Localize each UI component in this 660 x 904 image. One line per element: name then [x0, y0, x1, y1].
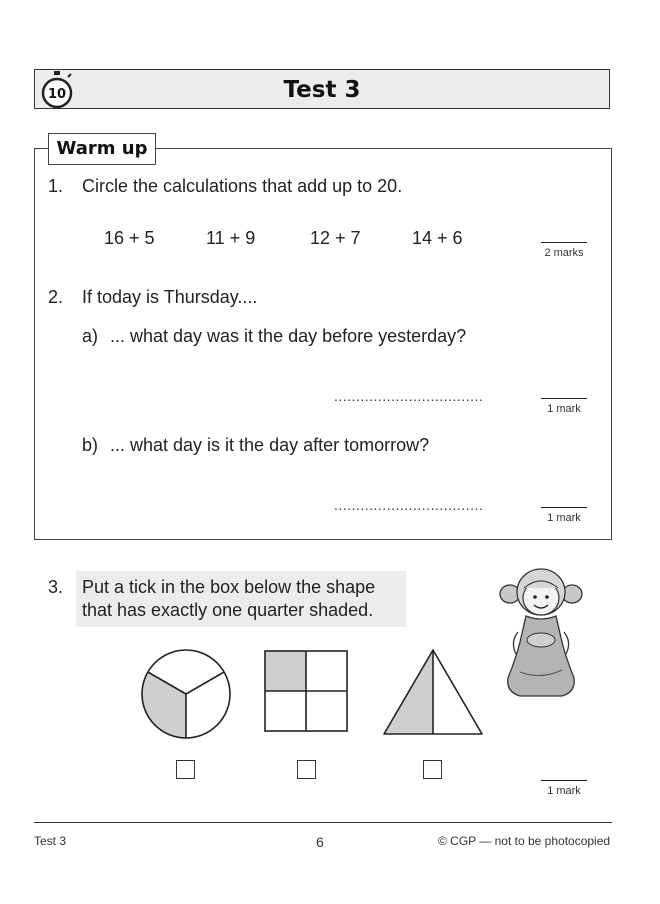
- answer-line-2a[interactable]: ..................................: [334, 388, 484, 404]
- marks-label-q2a: 1 mark: [547, 403, 581, 415]
- marks-line: [541, 398, 587, 399]
- tick-box-triangle[interactable]: [423, 760, 442, 779]
- marks-label-q2b: 1 mark: [547, 512, 581, 524]
- question-1-number: 1.: [48, 176, 64, 196]
- question-3-line-2: that has exactly one quarter shaded.: [82, 600, 374, 620]
- question-2b-text: ... what day is it the day after tomorrow?: [110, 435, 430, 455]
- marks-line: [541, 242, 587, 243]
- warmup-label: Warm up: [48, 133, 156, 165]
- footer-divider: [34, 822, 612, 823]
- tick-box-square[interactable]: [297, 760, 316, 779]
- calculation-option-2[interactable]: 11 + 9: [206, 228, 256, 248]
- answer-line-2b[interactable]: ..................................: [334, 497, 484, 513]
- marks-line: [541, 507, 587, 508]
- triangle-halves-shape: [382, 648, 484, 736]
- copyright-notice: © CGP — not to be photocopied: [438, 834, 611, 848]
- question-2-number: 2.: [48, 287, 64, 307]
- circle-thirds-shape: [140, 648, 232, 740]
- page-title: Test 3: [283, 77, 361, 103]
- question-2-text: If today is Thursday....: [82, 287, 258, 307]
- marks-label-q3: 1 mark: [547, 785, 581, 797]
- footer-test-label: Test 3: [34, 834, 67, 848]
- timer-minutes: 10: [47, 87, 67, 102]
- tick-box-circle[interactable]: [176, 760, 195, 779]
- page-number: 6: [316, 834, 324, 850]
- question-3-number: 3.: [48, 577, 64, 597]
- question-2a-text: ... what day was it the day before yesterday?: [110, 326, 467, 346]
- marks-label-q1: 2 marks: [544, 247, 584, 259]
- question-2a-label: a): [82, 326, 99, 346]
- calculation-option-1[interactable]: 16 + 5: [104, 228, 155, 248]
- marks-line: [541, 780, 587, 781]
- question-2b-label: b): [82, 435, 99, 455]
- calculation-option-3[interactable]: 12 + 7: [310, 228, 361, 248]
- square-quarters-shape: [264, 650, 348, 732]
- girl-illustration-icon: [496, 562, 586, 702]
- calculation-option-4[interactable]: 14 + 6: [412, 228, 463, 248]
- question-3-line-1: Put a tick in the box below the shape: [82, 577, 376, 597]
- question-1-text: Circle the calculations that add up to 20.: [82, 176, 403, 196]
